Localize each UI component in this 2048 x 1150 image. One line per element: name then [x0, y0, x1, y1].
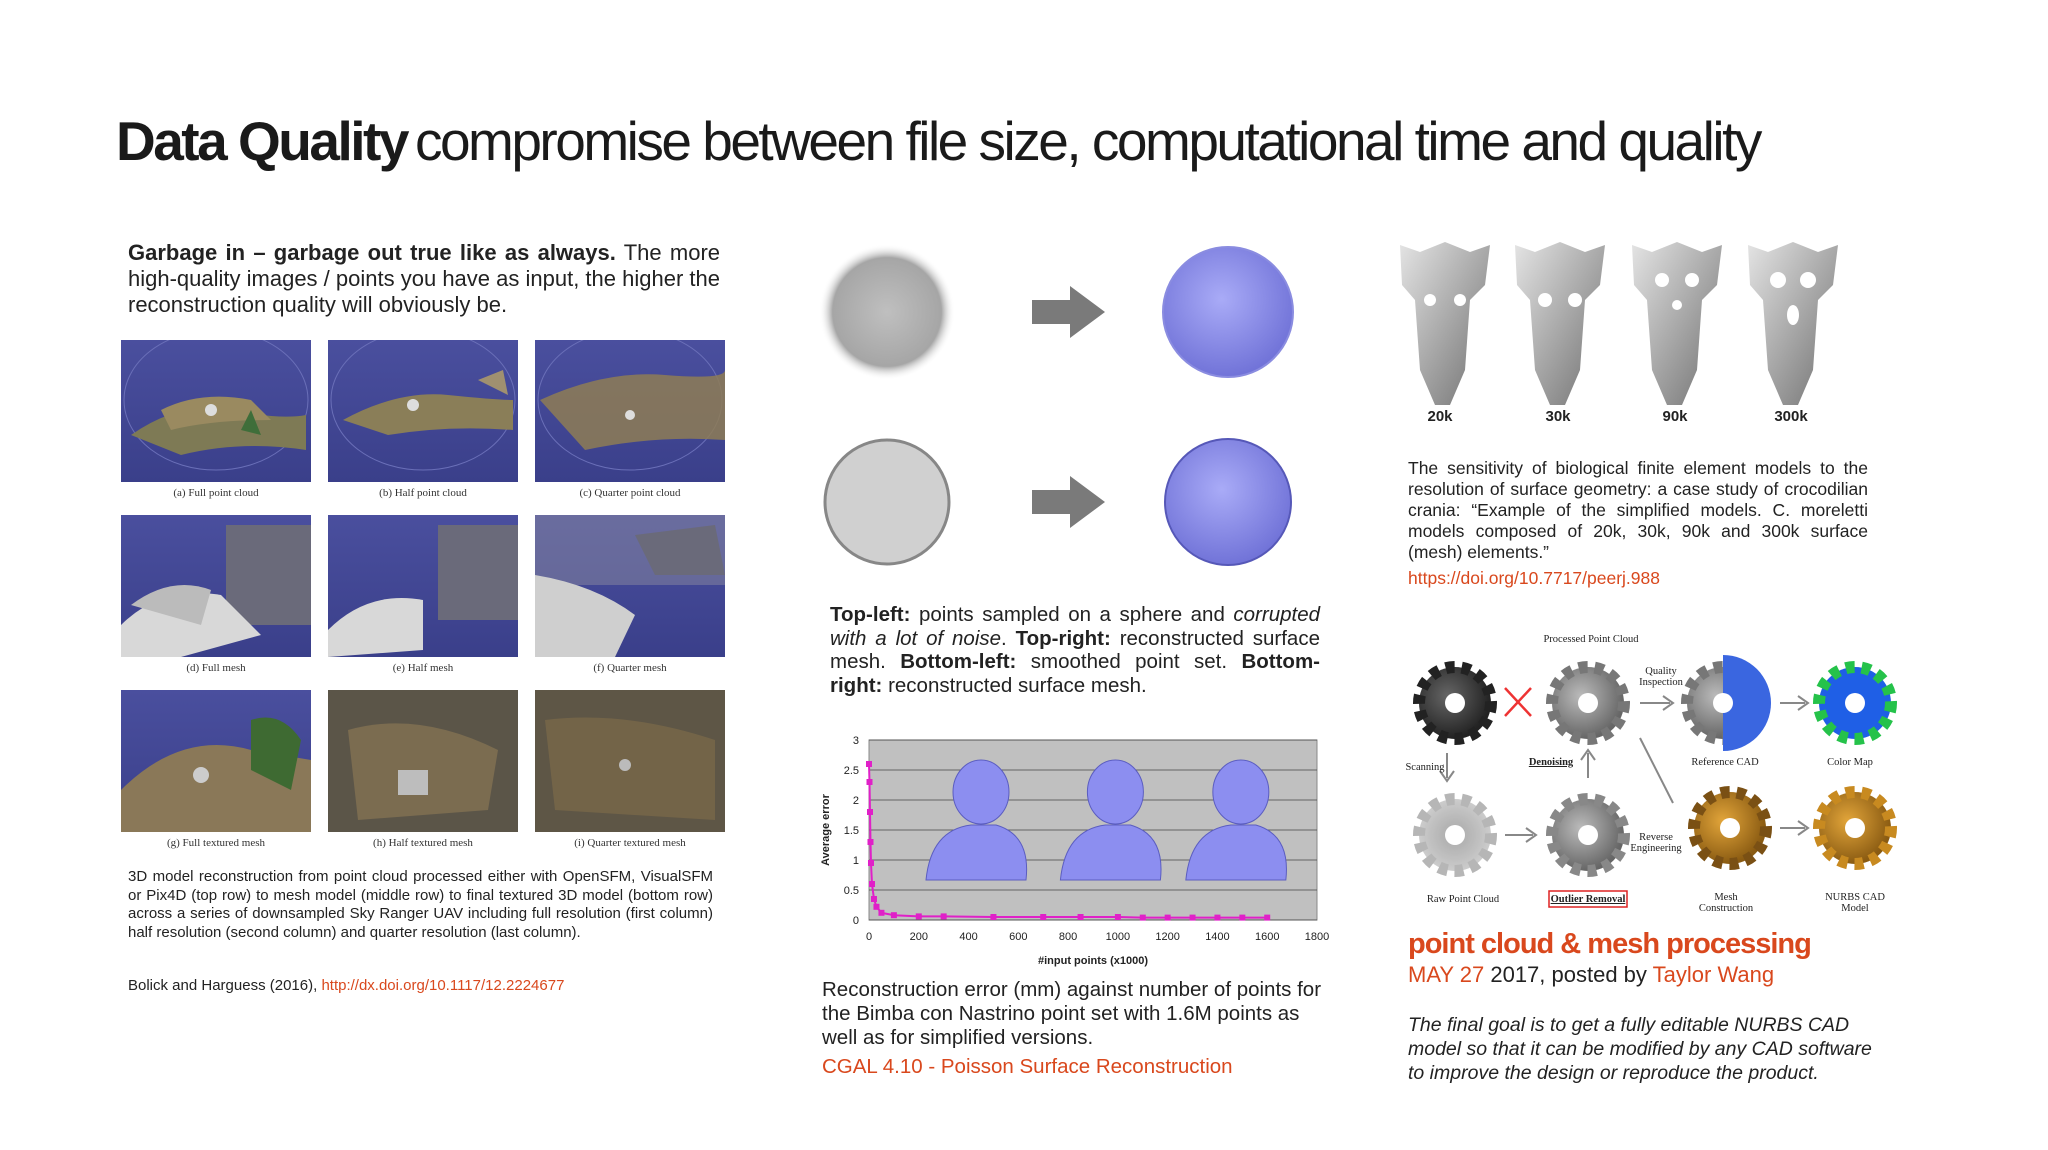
error-data-point: [869, 881, 875, 887]
label-reference-cad: Reference CAD: [1691, 757, 1759, 768]
title-bold: Data Quality: [116, 110, 407, 172]
point-cloud-graphic: [328, 340, 518, 482]
mesh-graphic: [121, 515, 311, 657]
label-quality-inspection: Quality Inspection: [1639, 666, 1683, 688]
skull-300k: [1748, 242, 1838, 405]
x-tick-label: 1400: [1205, 931, 1230, 943]
reconstructed-mesh-sphere-top: [1163, 247, 1293, 377]
sphere-description: Top-left: points sampled on a sphere and corrupted with a lot of noise. Top-right: reconstructed surface mesh. Bottom-left: smoothed point set. Bottom-right: reconstructed surface mesh.: [830, 603, 1320, 697]
half-textured-mesh-image: [328, 690, 518, 832]
caption-half-mesh: (e) Half mesh: [392, 662, 454, 674]
pc-date-rest: 2017, posted by: [1484, 962, 1653, 987]
gear-mesh-icon: [1694, 792, 1766, 864]
skull-30k: [1515, 242, 1605, 405]
point-cloud-graphic: [535, 340, 725, 482]
label-reverse-engineering: Reverse Engineering: [1630, 832, 1682, 854]
caption-quarter-point-cloud: (c) Quarter point cloud: [579, 487, 681, 499]
title-rest: compromise between file size, computational time and quality: [414, 110, 1760, 172]
caption-quarter-mesh: (f) Quarter mesh: [593, 662, 667, 674]
arrow-right-icon: [1640, 696, 1673, 710]
error-data-point: [891, 912, 897, 918]
pc-date-month: MAY 27: [1408, 962, 1485, 987]
full-textured-mesh-image: [121, 690, 311, 832]
label-nurbs-cad-model: NURBS CAD Model: [1825, 892, 1885, 914]
arrow-right-icon: [1032, 286, 1105, 338]
mesh-graphic: [535, 515, 725, 657]
x-tick-label: 400: [959, 931, 978, 943]
arrow-diagonal-icon: [1640, 738, 1673, 803]
intro-bold: Garbage in – garbage out true like as always.: [128, 240, 616, 265]
error-data-point: [1078, 914, 1084, 920]
bottom-right-text: reconstructed surface mesh.: [882, 673, 1147, 697]
x-tick-label: 1000: [1105, 931, 1131, 943]
x-tick-label: 1600: [1254, 931, 1280, 943]
arrow-right-icon: [1032, 476, 1105, 528]
skull-label-20k: 20k: [1427, 408, 1453, 425]
error-data-point: [941, 913, 947, 919]
error-data-point: [878, 910, 884, 916]
x-tick-label: 600: [1009, 931, 1028, 943]
bust-head-figure: [1213, 760, 1269, 824]
label-raw-point-cloud: Raw Point Cloud: [1426, 894, 1500, 905]
arrow-up-icon: [1581, 750, 1595, 778]
textured-mesh-graphic: [121, 690, 311, 832]
reject-cross-icon: [1505, 688, 1531, 716]
half-point-cloud-image: [328, 340, 518, 482]
label-color-map: Color Map: [1827, 757, 1873, 768]
arrow-right-icon: [1505, 828, 1536, 842]
y-tick-label: 3: [852, 735, 859, 747]
error-data-point: [1115, 914, 1121, 920]
error-data-point: [1040, 914, 1046, 920]
pc-author[interactable]: Taylor Wang: [1652, 962, 1775, 987]
top-left-label: Top-left:: [830, 603, 911, 626]
half-mesh-image: [328, 515, 518, 657]
error-data-point: [1165, 915, 1171, 921]
error-data-point: [867, 839, 873, 845]
top-left-italic: corrupted with a lot of noise: [830, 603, 1320, 650]
error-data-point: [990, 914, 996, 920]
intro-paragraph: [128, 240, 720, 318]
sphere-reconstruction-figure: [815, 240, 1315, 580]
error-data-point: [873, 904, 879, 910]
cgal-link[interactable]: CGAL 4.10 - Poisson Surface Reconstruction: [822, 1055, 1233, 1078]
error-data-point: [1140, 915, 1146, 921]
bust-head-figure: [953, 760, 1009, 824]
gear-colormap-icon: [1819, 667, 1891, 739]
error-data-point: [871, 896, 877, 902]
top-right-text: reconstructed surface mesh.: [830, 626, 1320, 673]
y-tick-label: 1: [852, 855, 859, 867]
skull-label-90k: 90k: [1662, 408, 1688, 425]
caption-full-point-cloud: (a) Full point cloud: [173, 487, 259, 499]
error-data-point: [1214, 915, 1220, 921]
label-outlier-removal: Outlier Removal: [1550, 894, 1626, 905]
caption-full-textured-mesh: (g) Full textured mesh: [166, 837, 266, 849]
citation-line: [128, 977, 728, 996]
final-goal-text: The final goal is to get a fully editable NURBS CAD model so that it can be modified by any CAD software to improve the design or reproduce the product.: [1408, 1014, 1872, 1084]
y-tick-label: 0: [852, 915, 859, 927]
caption-half-textured-mesh: (h) Half textured mesh: [373, 837, 473, 849]
x-tick-label: 200: [909, 931, 928, 943]
error-data-point: [866, 779, 872, 785]
quarter-point-cloud-image: [535, 340, 725, 482]
mesh-graphic: [328, 515, 518, 657]
skull-90k: [1632, 242, 1722, 405]
crania-caption: The sensitivity of biological finite element models to the resolution of surface geometry: a case study of crocodilian crania: “Example of the simplified models. C. moreletti models composed of 20k, 30k, 90k and 300k surface (mesh) elements.”: [1408, 458, 1868, 562]
error-data-point: [1190, 915, 1196, 921]
gear-processed-icon: [1552, 667, 1624, 739]
bottom-left-label: Bottom-left:: [900, 650, 1017, 673]
reconstruction-description: 3D model reconstruction from point cloud processed either with OpenSFM, VisualSFM or Pix4D (top row) to mesh model (middle row) to final textured 3D model (bottom row) across a series of downsampled Sky Ranger UAV including full resolution (first column) half resolution (second column) and quarter resolution (last column).: [128, 868, 713, 941]
y-tick-label: 2.5: [843, 765, 859, 777]
textured-mesh-graphic: [328, 690, 518, 832]
y-tick-label: 1.5: [843, 825, 859, 837]
x-tick-label: 0: [865, 931, 873, 943]
x-tick-label: 1200: [1155, 931, 1180, 943]
slide-title: [116, 108, 1760, 174]
caption-half-point-cloud: (b) Half point cloud: [379, 487, 467, 499]
reconstructed-mesh-sphere-bottom: [1165, 439, 1291, 565]
quarter-textured-mesh-image: [535, 690, 725, 832]
noisy-point-sphere: [819, 244, 955, 380]
skull-20k: [1400, 242, 1490, 405]
peerj-doi-link[interactable]: https://doi.org/10.7717/peerj.988: [1408, 568, 1660, 588]
intro-rest: The more high-quality images / points you have as input, the higher the reconstruction quality will obviously be.: [128, 240, 720, 317]
error-data-point: [1264, 915, 1270, 921]
full-point-cloud-image: [121, 340, 311, 482]
gear-dark-icon: [1419, 667, 1491, 739]
gear-outlier-icon: [1552, 799, 1624, 871]
top-left-text: points sampled on a sphere and: [910, 603, 1234, 626]
skull-label-300k: 300k: [1774, 408, 1808, 425]
bust-head-figure: [1087, 760, 1143, 824]
gear-raw-icon: [1419, 799, 1491, 871]
label-processed-point-cloud: Processed Point Cloud: [1543, 634, 1639, 645]
y-tick-label: 2: [852, 795, 859, 807]
error-data-point: [866, 761, 872, 767]
error-chart: [815, 728, 1335, 978]
error-data-point: [916, 913, 922, 919]
pc-article-meta: [1408, 962, 1774, 988]
arrow-right-icon: [1780, 696, 1808, 710]
caption-quarter-textured-mesh: (i) Quarter textured mesh: [574, 837, 686, 849]
caption-full-mesh: (d) Full mesh: [186, 662, 246, 674]
crania-models-figure: [1390, 240, 1860, 430]
label-mesh-construction: Mesh Construction: [1698, 892, 1754, 914]
chart-caption: Reconstruction error (mm) against number of points for the Bimba con Nastrino point set with 1.6M points as well as for simplified versions.: [822, 978, 1322, 1049]
citation-text: Bolick and Harguess (2016),: [128, 977, 322, 994]
bottom-right-label: Bottom-right:: [830, 650, 1320, 697]
error-data-point: [867, 809, 873, 815]
label-denoising: Denoising: [1528, 757, 1574, 768]
pc-article-title[interactable]: point cloud & mesh processing: [1408, 928, 1811, 960]
skull-label-30k: 30k: [1545, 408, 1571, 425]
top-right-label: Top-right:: [1015, 626, 1111, 650]
quarter-mesh-image: [535, 515, 725, 657]
full-mesh-image: [121, 515, 311, 657]
textured-mesh-graphic: [535, 690, 725, 832]
error-data-point: [868, 860, 874, 866]
gear-nurbs-icon: [1819, 792, 1891, 864]
citation-link[interactable]: http://dx.doi.org/10.1117/12.2224677: [321, 977, 565, 994]
smoothed-point-sphere: [825, 440, 949, 564]
y-axis-label: Average error: [820, 794, 832, 866]
x-tick-label: 1800: [1304, 931, 1330, 943]
arrow-right-icon: [1780, 821, 1808, 835]
error-data-point: [1239, 915, 1245, 921]
bottom-left-text: smoothed point set.: [1016, 650, 1242, 673]
x-axis-label: #input points (x1000): [1037, 955, 1149, 967]
point-cloud-graphic: [121, 340, 311, 482]
y-tick-label: 0.5: [843, 885, 859, 897]
label-scanning: Scanning: [1405, 762, 1445, 773]
x-tick-label: 800: [1058, 931, 1078, 943]
gear-reference-icon: [1687, 655, 1771, 751]
